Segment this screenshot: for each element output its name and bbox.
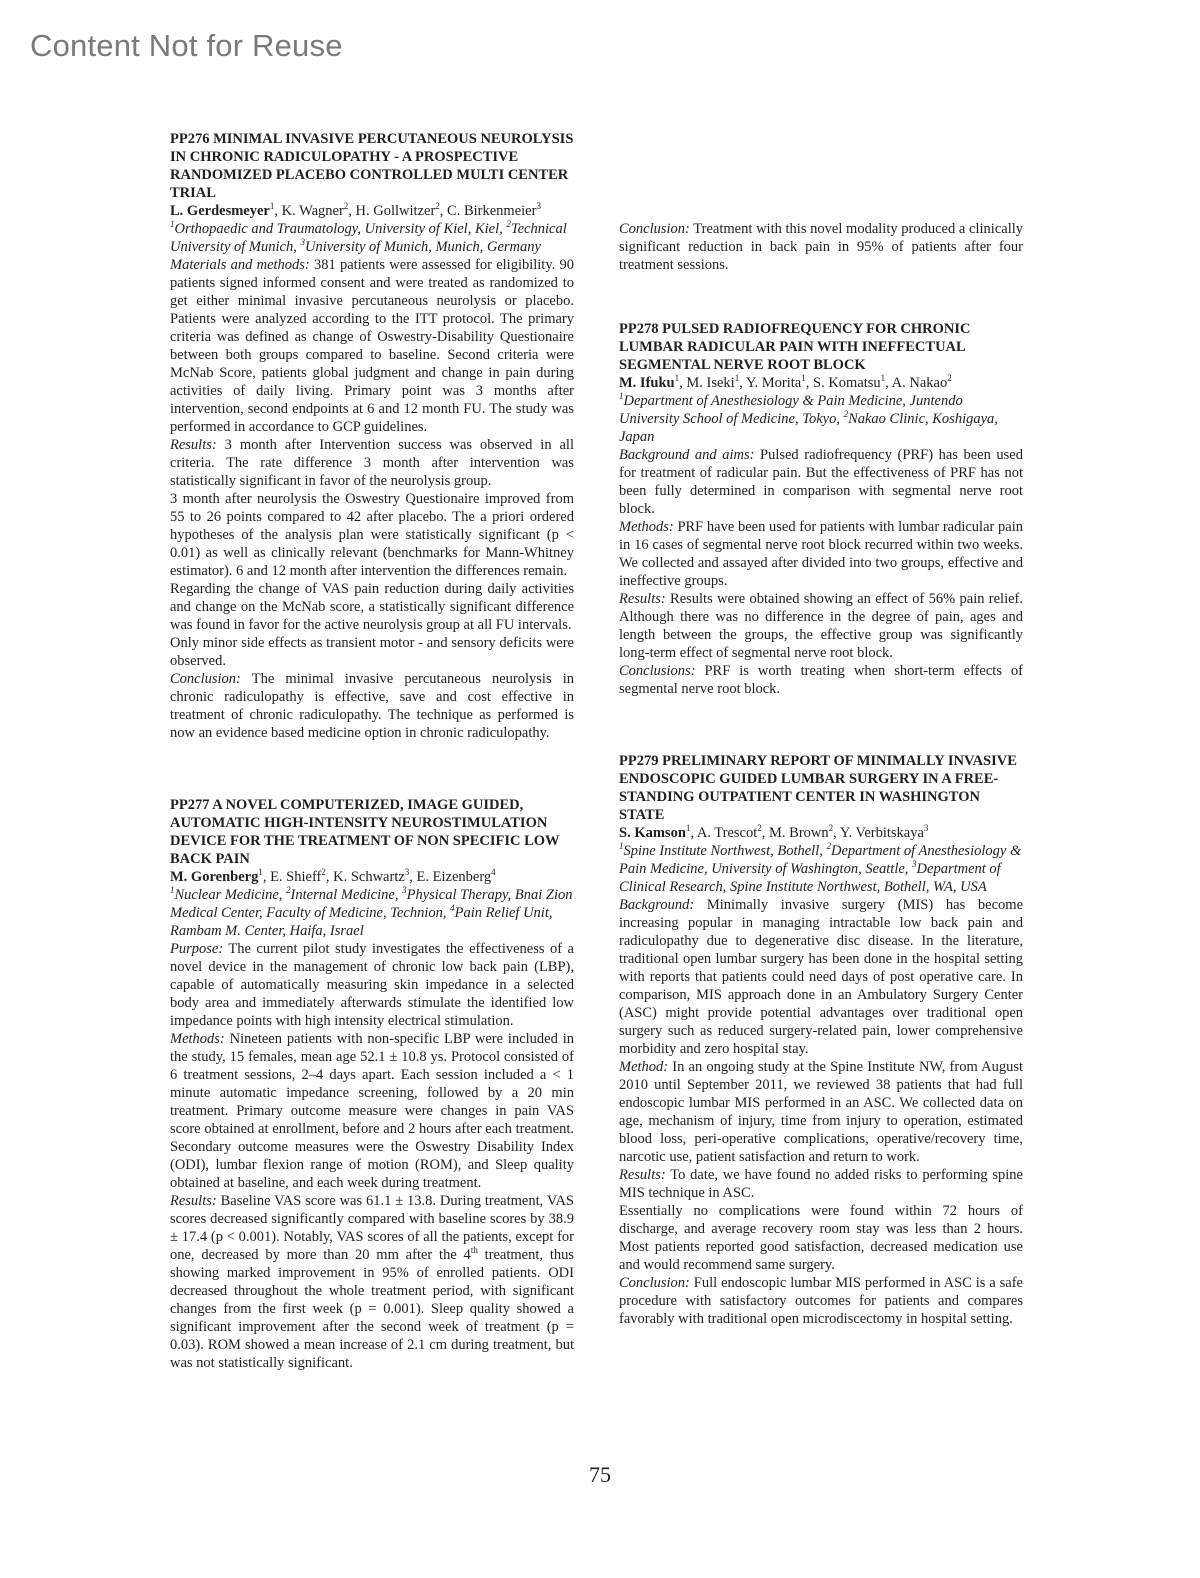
affiliations	[170, 220, 574, 256]
section-label: Background and aims:	[619, 447, 755, 463]
section-label: Conclusions:	[619, 663, 696, 679]
section-text: PRF have been used for patients with lumbar radicular pain in 16 cases of segmental nerve root block recurred within two weeks. We collected and assayed after divided into two groups, effective and ineffective groups.	[619, 519, 1023, 589]
background-paragraph	[619, 896, 1023, 1058]
ordinal-superscript: th	[470, 1245, 478, 1256]
affiliation-marker: 2	[843, 409, 849, 420]
affiliation-marker: 1	[619, 391, 624, 402]
affiliation-text: Spine Institute Northwest, Bothell,	[623, 843, 827, 859]
section-label: Conclusion:	[170, 671, 241, 687]
affiliation-text: Nuclear Medicine,	[174, 887, 287, 903]
affiliation-marker: 4	[491, 867, 496, 878]
affiliation-marker: 1	[619, 841, 624, 852]
affiliation-text: Nakao Clinic, Koshigaya, Japan	[619, 411, 998, 445]
affiliation-marker: 3	[404, 867, 410, 878]
affiliation-marker: 1	[734, 373, 740, 384]
section-text: Baseline VAS score was 61.1 ± 13.8. During treatment, VAS scores decreased significantly compared with baseline scores by 38.9 ± 17.4 (p < 0.001). Notably, VAS scores of all the patients, except for one, decreased by more than 20 mm after the 4	[170, 1193, 574, 1263]
affiliation-text: Physical Therapy, Bnai Zion Medical Center, Faculty of Medicine, Technion,	[170, 887, 573, 921]
author-name: H. Gollwitzer	[355, 203, 436, 219]
section-label: Results:	[619, 1167, 666, 1183]
affiliations	[170, 886, 574, 940]
abstract-pp278	[619, 320, 1023, 698]
section-label: Conclusion:	[619, 221, 690, 237]
affiliation-marker: 3	[300, 237, 305, 248]
author-name: E. Eizenberg	[416, 869, 492, 885]
affiliation-marker: 2	[757, 823, 762, 834]
results-paragraph-2: 3 month after neurolysis the Oswestry Questionaire improved from 55 to 26 points compared to 42 after placebo. The a priori ordered hypotheses of the analysis plan were statistically significant (p < 0.01) as well as clinically relevant (benchmarks for Mann-Whitney estimator). 6 and 12 month after intervention the differences remain.	[170, 491, 574, 579]
section-text-continued: treatment, thus showing marked improvement in 95% of enrolled patients. ODI decreased throughout the whole treatment period, with significant changes from the first week (p = 0.001). Sleep quality showed a significant improvement after the second week of treatment (p = 0.03). ROM showed a mean increase of 2.1 cm during treatment, but was not statistically significant.	[170, 1247, 574, 1371]
purpose-paragraph	[170, 940, 574, 1030]
left-column	[170, 130, 574, 1372]
affiliation-text: Department of Clinical Research, Spine Institute Northwest, Bothell, WA, USA	[619, 861, 1001, 895]
author-name: Y. Verbitskaya	[839, 825, 924, 841]
author-name: S. Komatsu	[813, 375, 881, 391]
section-text: The minimal invasive percutaneous neurolysis in chronic radiculopathy is effective, save and cost effective in treatment of chronic radiculopathy. The technique as performed is now an evidence based medicine option in chronic radiculopathy.	[170, 671, 574, 741]
section-label: Results:	[170, 1193, 217, 1209]
section-text: Full endoscopic lumbar MIS performed in ASC is a safe procedure with satisfactory outcomes for patients and compares favorably with traditional open microdiscectomy in hospital setting.	[619, 1275, 1023, 1327]
abstract-title: PP277 A NOVEL COMPUTERIZED, IMAGE GUIDED, AUTOMATIC HIGH-INTENSITY NEUROSTIMULATION DEVICE FOR THE TREATMENT OF NON SPECIFIC LOW BACK PAIN	[170, 797, 560, 867]
abstract-title: PP278 PULSED RADIOFREQUENCY FOR CHRONIC LUMBAR RADICULAR PAIN WITH INEFFECTUAL SEGMENTAL NERVE ROOT BLOCK	[619, 321, 971, 373]
section-label: Method:	[619, 1059, 669, 1075]
section-label: Results:	[170, 437, 217, 453]
author-name: K. Schwartz	[333, 869, 405, 885]
affiliation-marker: 2	[286, 885, 291, 896]
abstract-pp279	[619, 752, 1023, 1328]
affiliation-marker: 2	[343, 201, 349, 212]
affiliation-marker: 1	[801, 373, 806, 384]
author-list: L. Gerdesmeyer$^1$, K. Wagner$^2$, H. Gollwitzer$^2$, C. Birkenmeier$^3$	[170, 201, 541, 219]
section-label: Results:	[619, 591, 666, 607]
author-name: M. Gorenberg	[170, 869, 259, 885]
affiliation-marker: 4	[450, 903, 455, 914]
author-name: A. Trescot	[696, 825, 758, 841]
section-text: The current pilot study investigates the effectiveness of a novel device in the management of chronic low back pain (LBP), capable of automatically measuring skin impedance in a selected body area and immediately afterwards stimulate the identified low impedance points with high intensity electrical stimulation.	[170, 941, 574, 1029]
results-paragraph	[170, 436, 574, 490]
affiliation-text: University of Munich, Munich, Germany	[304, 239, 541, 255]
section-text: Nineteen patients with non-specific LBP were included in the study, 15 females, mean age 52.1 ± 10.8 ys. Protocol consisted of 6 treatment sessions, 2–4 days apart. Each session included a < 1 minute automatic impedance screening, followed by a 20 min treatment. Primary outcome measure were changes in pain VAS score obtained at enrollment, before and 2 hours after each treatment. Secondary outcome measures were the Oswestry Disability Index (ODI), lumbar flexion range of motion (ROM), and Sleep quality obtained at baseline, and each week during treatment.	[170, 1031, 574, 1191]
method-paragraph	[619, 1058, 1023, 1166]
author-name: E. Shieff	[270, 869, 322, 885]
author-list: S. Kamson$^1$, A. Trescot$^2$, M. Brown$^2$, Y. Verbitskaya$^3$	[619, 823, 929, 841]
section-label: Methods:	[170, 1031, 225, 1047]
affiliation-marker: 3	[912, 859, 917, 870]
watermark: Content Not for Reuse	[30, 28, 343, 63]
affiliation-text: Orthopaedic and Traumatology, University of Kiel, Kiel,	[174, 221, 507, 237]
results-paragraph-4: Only minor side effects as transient motor - and sensory deficits were observed.	[170, 635, 574, 669]
affiliation-marker: 1	[258, 867, 263, 878]
affiliation-marker: 2	[435, 201, 440, 212]
affiliation-marker: 2	[826, 841, 831, 852]
affiliation-marker: 1	[685, 823, 691, 834]
affiliations	[619, 842, 1023, 896]
affiliation-marker: 3	[536, 201, 541, 212]
conclusion-paragraph	[170, 670, 574, 742]
section-text: 3 month after Intervention success was observed in all criteria. The rate difference 3 month after intervention was statistically significant in favor of the neurolysis group.	[170, 437, 574, 489]
affiliation-marker: 1	[880, 373, 886, 384]
abstract-title: PP279 PRELIMINARY REPORT OF MINIMALLY INVASIVE ENDOSCOPIC GUIDED LUMBAR SURGERY IN A FREE-STANDING OUTPATIENT CENTER IN WASHINGTON STATE	[619, 753, 1017, 823]
conclusions-paragraph	[619, 662, 1023, 698]
author-list: M. Ifuku$^1$, M. Iseki$^1$, Y. Morita$^1$, S. Komatsu$^1$, A. Nakao$^2$	[619, 373, 952, 391]
author-name: M. Iseki	[686, 375, 735, 391]
affiliation-marker: 1	[170, 885, 175, 896]
author-name: L. Gerdesmeyer	[170, 203, 270, 219]
affiliation-text: Department of Anesthesiology & Pain Medicine, Juntendo University School of Medicine, Tokyo,	[619, 393, 963, 427]
section-text: To date, we have found no added risks to performing spine MIS technique in ASC.	[619, 1167, 1023, 1201]
section-text: Pulsed radiofrequency (PRF) has been used for treatment of radicular pain. But the effectiveness of PRF has not been fully determined in comparison with segmental nerve root block.	[619, 447, 1023, 517]
methods-paragraph	[170, 1030, 574, 1192]
affiliation-marker: 1	[269, 201, 275, 212]
section-text: PRF is worth treating when short-term effects of segmental nerve root block.	[619, 663, 1023, 697]
pp277-conclusion-paragraph	[619, 220, 1023, 274]
abstract-pp277	[170, 796, 574, 1372]
conclusion-paragraph	[619, 1274, 1023, 1328]
section-label: Purpose:	[170, 941, 224, 957]
abstract-pp276	[170, 130, 574, 742]
author-name: K. Wagner	[281, 203, 344, 219]
section-text: Results were obtained showing an effect of 56% pain relief. Although there was no difference in the degree of pain, ages and length between the groups, the effective group was significantly long-term effect of segmental nerve root block.	[619, 591, 1023, 661]
methods-paragraph	[619, 518, 1023, 590]
results-paragraph	[619, 590, 1023, 662]
background-paragraph	[619, 446, 1023, 518]
results-paragraph	[619, 1166, 1023, 1202]
affiliation-marker: 1	[170, 219, 175, 230]
affiliation-marker: 2	[828, 823, 834, 834]
materials-paragraph	[170, 256, 574, 436]
affiliations	[619, 392, 1023, 446]
author-name: S. Kamson	[619, 825, 686, 841]
section-label: Methods:	[619, 519, 674, 535]
section-label: Background:	[619, 897, 695, 913]
section-text: In an ongoing study at the Spine Institute NW, from August 2010 until September 2011, we reviewed 38 patients that had full endoscopic lumbar MIS performed in an ASC. We collected data on age, mechanism of injury, time from injury to operation, estimated blood loss, peri-operative complications, operative/recovery time, narcotic use, patient satisfaction and return to work.	[619, 1059, 1023, 1165]
affiliation-marker: 1	[674, 373, 680, 384]
affiliation-text: Internal Medicine,	[290, 887, 403, 903]
right-column	[619, 130, 1023, 1328]
author-name: M. Brown	[769, 825, 829, 841]
section-text: Treatment with this novel modality produced a clinically significant reduction in back pain in 95% of patients after four treatment sessions.	[619, 221, 1023, 273]
section-text: 381 patients were assessed for eligibility. 90 patients signed informed consent and were treated as randomized to get either minimal invasive percutaneous neurolysis or placebo. Patients were analyzed according to the ITT protocol. The primary criteria was defined as change of Oswestry-Disability Questionaire between both groups compared to baseline. Second criteria were McNab Score, patients global judgment and change in pain during activities of daily living. Primary point was 3 months after intervention, second endpoints at 6 and 12 month FU. The study was performed in accordance to GCP guidelines.	[170, 257, 574, 435]
affiliation-marker: 2	[321, 867, 326, 878]
author-list: M. Gorenberg$^1$, E. Shieff$^2$, K. Schwartz$^3$, E. Eizenberg$^4$	[170, 867, 496, 885]
page-number: 75	[589, 1462, 611, 1487]
affiliation-marker: 3	[923, 823, 929, 834]
affiliation-text: Pain Relief Unit, Rambam M. Center, Haifa, Israel	[170, 905, 553, 939]
affiliation-marker: 2	[506, 219, 511, 230]
author-name: A. Nakao	[891, 375, 948, 391]
section-text: Minimally invasive surgery (MIS) has become increasing popular in managing intractable low back pain and radiculopathy due to degenerative disc disease. In the literature, traditional open lumbar surgery has been done in the hospital setting with reports that patients could need days of post operative care. In comparison, MIS approach done in an Ambulatory Surgery Center (ASC) might provide potential advantages over traditional open surgery such as reduced surgery-related pain, lower comprehensive morbidity and zero hospital stay.	[619, 897, 1023, 1057]
abstract-title: PP276 MINIMAL INVASIVE PERCUTANEOUS NEUROLYSIS IN CHRONIC RADICULOPATHY - A PROSPECTIVE RANDOMIZED PLACEBO CONTROLLED MULTI CENTER TRIAL	[170, 131, 574, 201]
author-name: Y. Morita	[745, 375, 802, 391]
affiliation-marker: 3	[402, 885, 407, 896]
affiliation-text: Technical University of Munich,	[170, 221, 567, 255]
results-paragraph	[170, 1192, 574, 1372]
author-name: C. Birkenmeier	[447, 203, 537, 219]
author-name: M. Ifuku	[619, 375, 675, 391]
affiliation-marker: 2	[947, 373, 952, 384]
results-paragraph-2: Essentially no complications were found within 72 hours of discharge, and average recovery room stay was less than 2 hours. Most patients reported good satisfaction, decreased medication use and would recommend same surgery.	[619, 1203, 1023, 1273]
section-label: Materials and methods:	[170, 257, 310, 273]
affiliation-text: Department of Anesthesiology & Pain Medicine, University of Washington, Seattle,	[619, 843, 1022, 877]
section-label: Conclusion:	[619, 1275, 690, 1291]
results-paragraph-3: Regarding the change of VAS pain reduction during daily activities and change on the McNab score, a statistically significant difference was found in favor for the active neurolysis group at all FU intervals.	[170, 581, 574, 633]
